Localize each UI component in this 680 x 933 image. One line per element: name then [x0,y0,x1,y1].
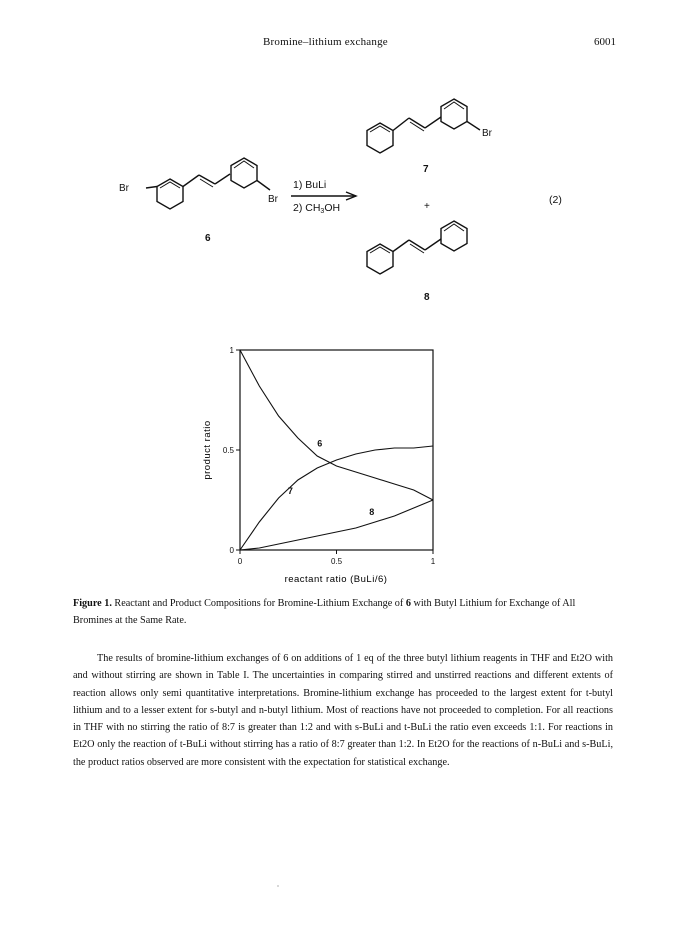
br-label-left: Br [119,183,129,194]
figure-caption: Figure 1. Reactant and Product Compositions for Bromine-Lithium Exchange of 6 with Butyl Lithium for Exchange of All Bromines at the Same Rate. [73,598,576,626]
br-label-compound-7: Br [482,128,492,139]
compound-6-label: 6 [205,233,211,244]
compound-7-structure [367,99,480,153]
x-tick-label: 1 [430,557,436,566]
compound-8-label: 8 [424,292,430,303]
reagent-step-2: 2) CH3OH [293,202,341,215]
x-tick-label: 0.5 [330,557,343,566]
equation-number: (2) [549,194,562,206]
compound-8-structure [367,221,467,274]
running-header-title: Bromine–lithium exchange [263,36,388,48]
reaction-arrow [291,192,356,200]
y-tick-label: 0.5 [222,446,234,455]
series-6-line [240,350,433,500]
series-8-label: 8 [369,507,375,518]
reaction-scheme [0,0,680,330]
y-tick-label: 1 [229,346,234,355]
figure-label: Figure 1. [73,598,112,609]
page-number: 6001 [594,36,616,48]
chart-x-axis-label: reactant ratio (BuLi/6) [284,574,388,585]
compound-7-label: 7 [423,164,429,175]
plus-sign: + [424,201,430,212]
caption-compound-ref: 6 [405,598,411,609]
page-speck [277,885,279,887]
reagent-step-1: 1) BuLi [293,179,327,191]
y-tick-label: 0 [229,546,234,555]
composition-chart [180,338,470,588]
plot-frame [240,350,433,550]
compound-6-structure [146,158,270,209]
series-6-label: 6 [317,438,323,449]
body-paragraph: The results of bromine-lithium exchanges of 6 on additions of 1 eq of the three butyl lithium reagents in THF and Et2O with and without stirring are shown in Table I. The uncertainties in comparing stirred and unstirred reactions and different extents of reaction allows only semi quantitative interpretations. Bromine-lithium exchange has proceeded to the largest extent for t-butyl lithium and to a lesser extent for s-butyl and n-butyl lithium. Most of reactions have not proceeded to completion. For all reactions in THF with no stirring the ratio of 8:7 is greater than 1:2 and with s-BuLi and t-BuLi the ratio even exceeds 1:1. For reactions in Et2O only the reaction of t-BuLi without stirring has a ratio of 8:7 greater than 1:2. In Et2O for the reactions of n-BuLi and s-BuLi, the product ratios observed are more consistent with the expectation for statistical exchange. [73,653,613,768]
br-label-right: Br [268,194,278,205]
series-7-line [240,446,433,550]
series-8-line [240,500,433,550]
series-7-label: 7 [287,486,293,496]
chart-y-axis-label: product ratio [202,420,213,480]
x-tick-label: 0 [237,557,243,566]
